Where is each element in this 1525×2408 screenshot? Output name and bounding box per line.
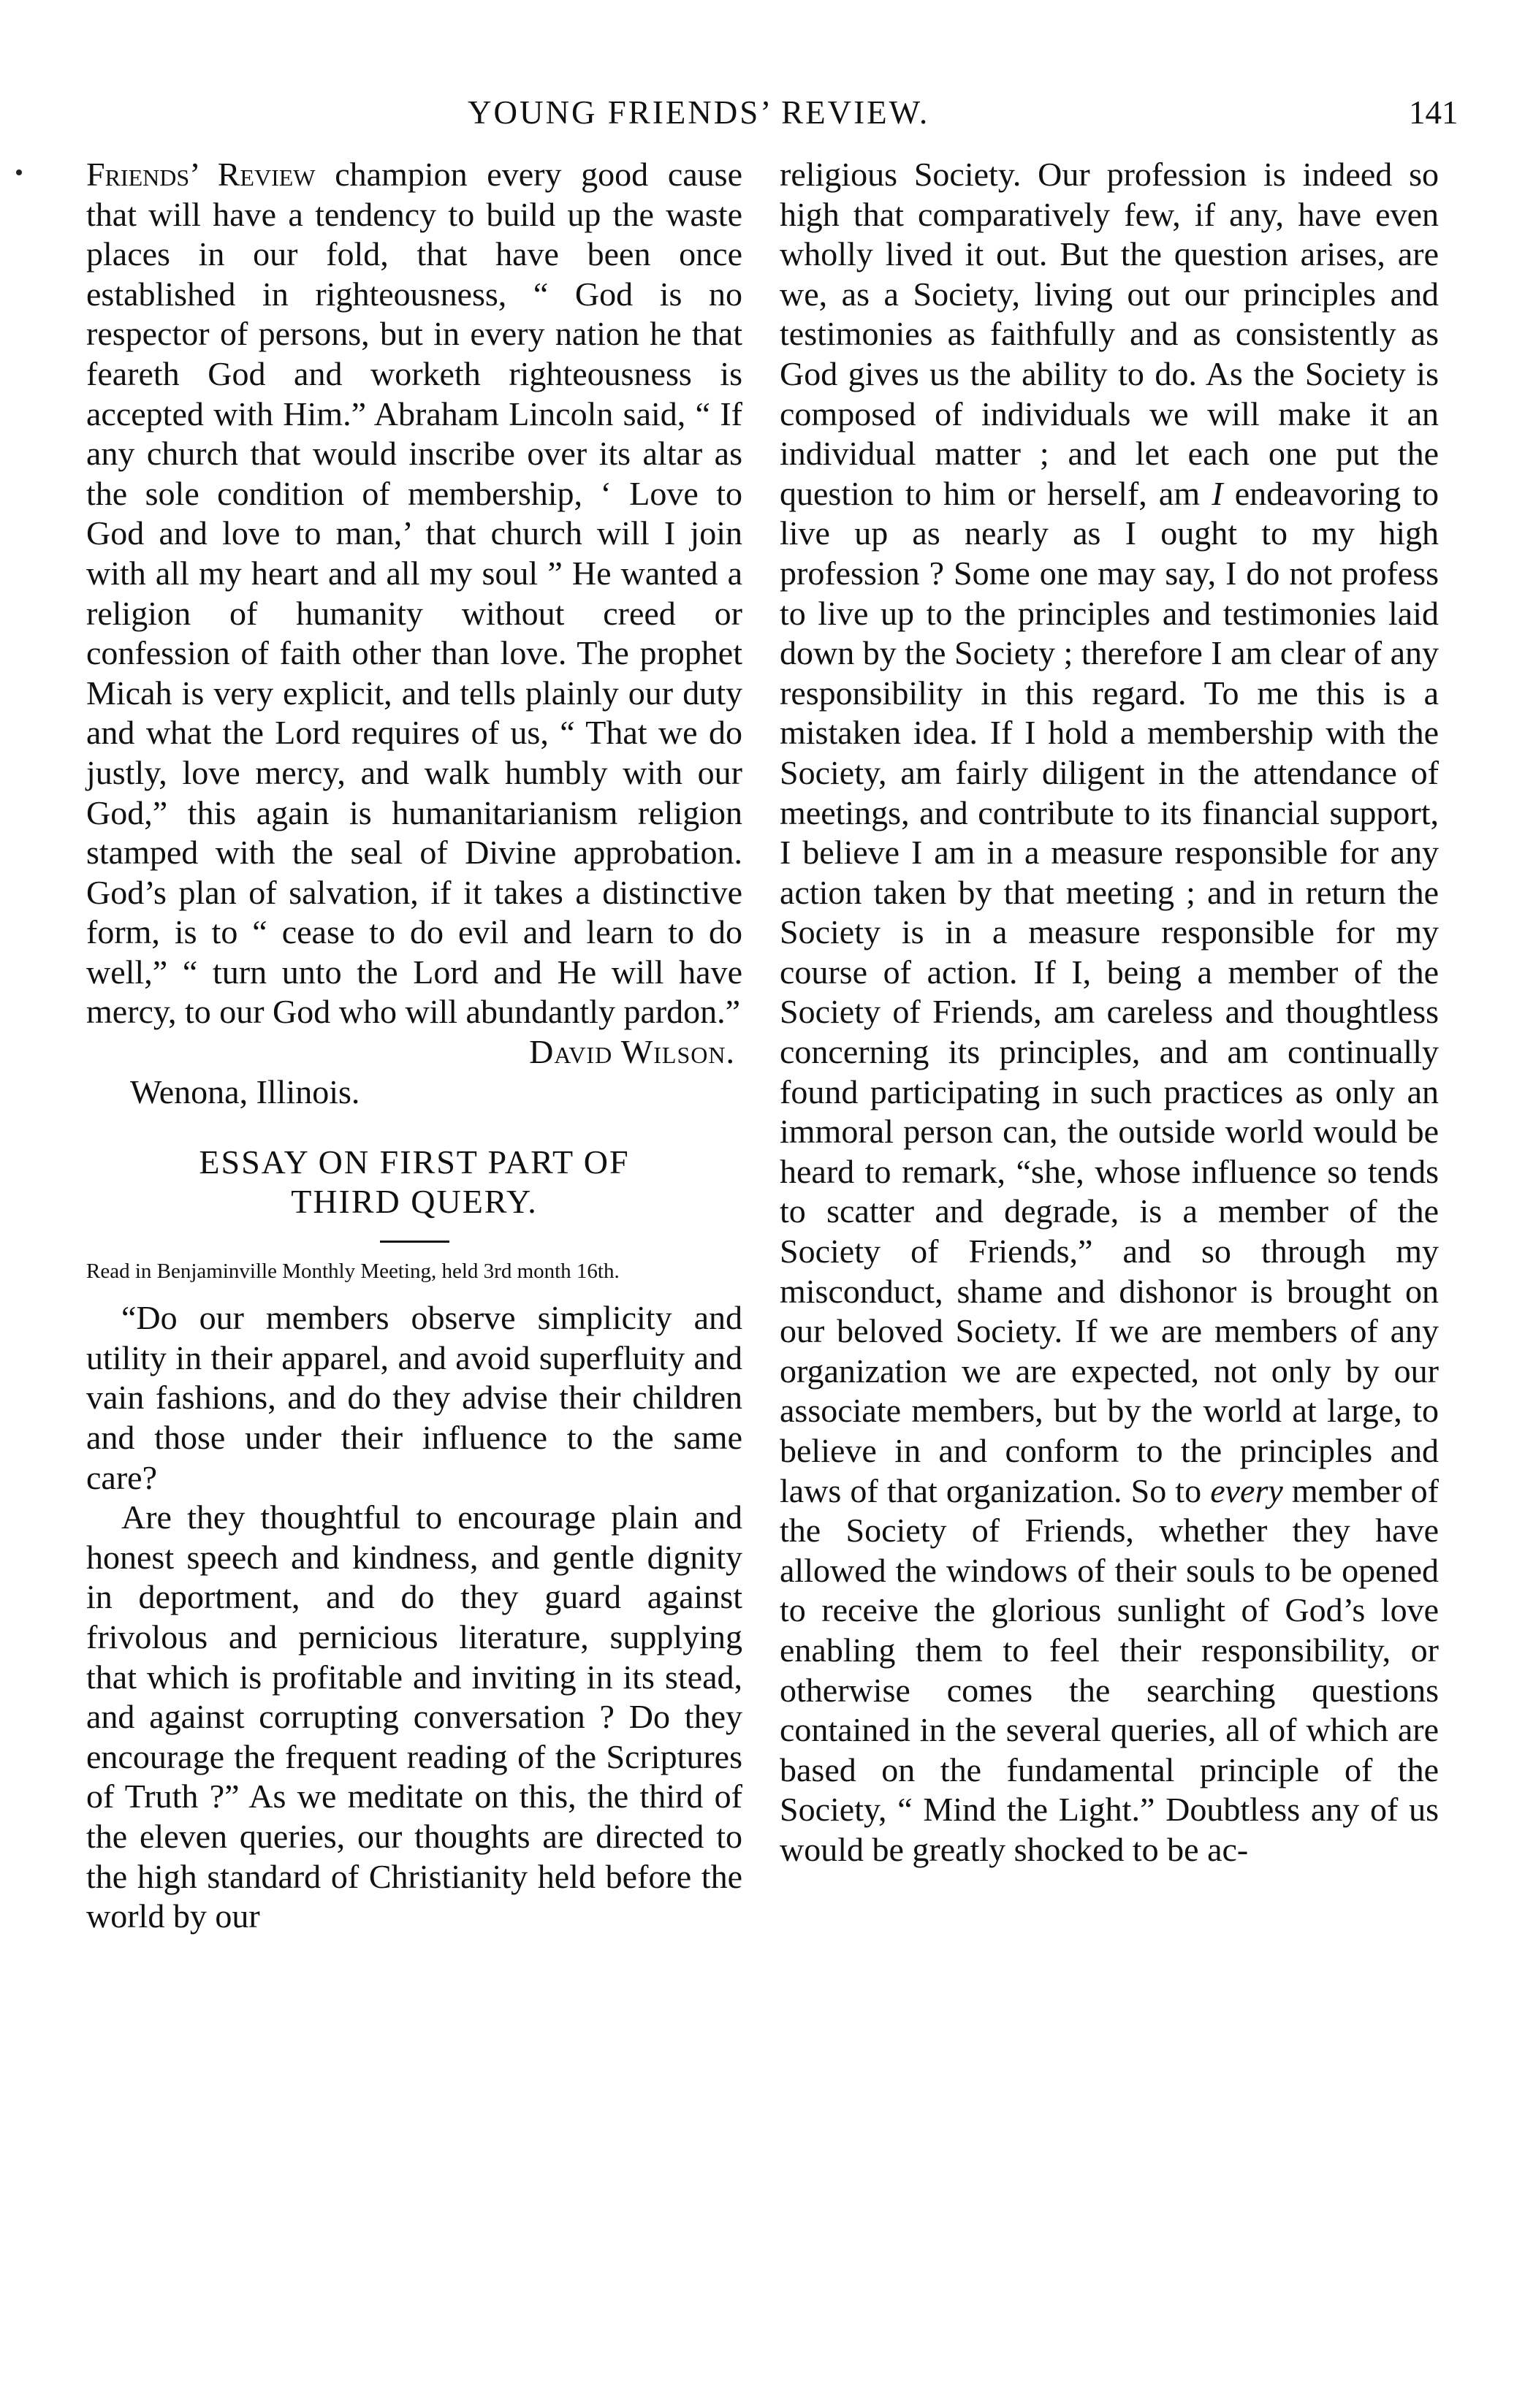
signature	[86, 1032, 742, 1072]
essay-quote-paragraph: “Do our members observe simplicity and utility in their apparel, and avoid superfluity and vain fashions, and do they advise their children and those under their influence to the same care?	[86, 1299, 742, 1496]
right-column	[780, 155, 1439, 1870]
essay-title-line2: THIRD QUERY.	[291, 1183, 538, 1221]
continuation-text-1: religious Society. Our profession is indeed so high that comparatively few, if any, have even wholly lived it out. But the question arises, are we, as a Society, living out our principles and testimonies as faithfully and as consistently as God gives us the ability to do. As the Society is composed of individuals we will make it an individual matter ; and let each one put the question to him or herself, am	[780, 156, 1439, 512]
essay-continuation	[780, 155, 1439, 1870]
essay-paragraph: Are they thoughtful to encourage plain and honest speech and kindness, and gentle dignity in deportment, and do they guard against frivolous and pernicious literature, supplying that which is profitable and inviting in its stead, and against corrupting conversation ? Do they encourage the frequent reading of the Scriptures of Truth ?” As we meditate on this, the third of the eleven queries, our thoughts are directed to the high standard of Christianity held before the world by our	[86, 1498, 742, 1935]
running-title: YOUNG FRIENDS’ REVIEW.	[468, 94, 930, 131]
signature-name: David Wilson.	[529, 1033, 735, 1071]
essay-title-line1: ESSAY ON FIRST PART OF	[199, 1143, 630, 1181]
continuation-text-3: member of the Society of Friends, whether they have allowed the windows of their souls to be opened to receive the glorious sunlight of God’s love enabling them to feel their responsibility, or otherwise comes the searching questions contained in the several queries, all of which are based on the fundamental principle of the Society, “ Mind the Light.” Doubtless any of us would be greatly shocked to be ac-	[780, 1471, 1440, 1868]
essay-byline: Read in Benjaminville Monthly Meeting, held 3rd month 16th.	[86, 1260, 620, 1284]
page-number: 141	[1409, 94, 1459, 131]
essay-title	[86, 1143, 742, 1222]
signature-place: Wenona, Illinois.	[130, 1072, 360, 1110]
emphasis-every: every	[1210, 1471, 1283, 1509]
page-header	[0, 94, 1525, 137]
review-name: Friends’ Review	[86, 156, 316, 193]
left-column	[86, 155, 742, 1937]
letter-paragraph	[86, 155, 742, 1032]
emphasis-i: I	[1212, 474, 1223, 512]
letter-text: champion every good cause that will have a tendency to build up the waste places in our fold, that have been once established in righteousness, “ God is no respector of persons, but in every nation he that feareth God and worketh righteousness is accepted with Him.” Abraham Lincoln said, “ If any church that would inscribe over its altar as the sole condition of membership, ‘ Love to God and love to man,’ that church will I join with all my heart and all my soul ” He wanted a religion of humanity without creed or confession of faith other than love. The prophet Micah is very explicit, and tells plainly our duty and what the Lord requires of us, “ That we do justly, love mercy, and walk humbly with our God,” this again is humanitarianism religion stamped with the seal of Divine approbation. God’s plan of salvation, if it takes a distinctive form, is to “ cease to do evil and learn to do well,” “ turn unto the Lord and He will have mercy, to our God who will abundantly pardon.”	[86, 156, 742, 1031]
title-rule	[380, 1241, 449, 1243]
continuation-text-2: endeavoring to live up as nearly as I ought to my high profession ? Some one may say, I do not profess to live up to the principles and testimonies laid down by the Society ; therefore I am clear of any responsibility in this regard. To me this is a mistaken idea. If I hold a membership with the Society, am fairly diligent in the attendance of meetings, and contribute to its financial support, I believe I am in a measure responsible for any action taken by that meeting ; and in return the Society is in a measure responsible for my course of action. If I, being a member of the Society of Friends, am careless and thoughtless concerning its principles, and am continually found participating in such practices as only an immoral person can, the outside world would be heard to remark, “she, whose influence so tends to scatter and degrade, is a member of the Society of Friends,” and so through my misconduct, shame and dishonor is brought on our beloved Society. If we are members of any organization we are expected, not only by our associate members, but by the world at large, to believe in and conform to the principles and laws of that organization. So to	[780, 474, 1439, 1509]
margin-dot	[16, 169, 22, 175]
